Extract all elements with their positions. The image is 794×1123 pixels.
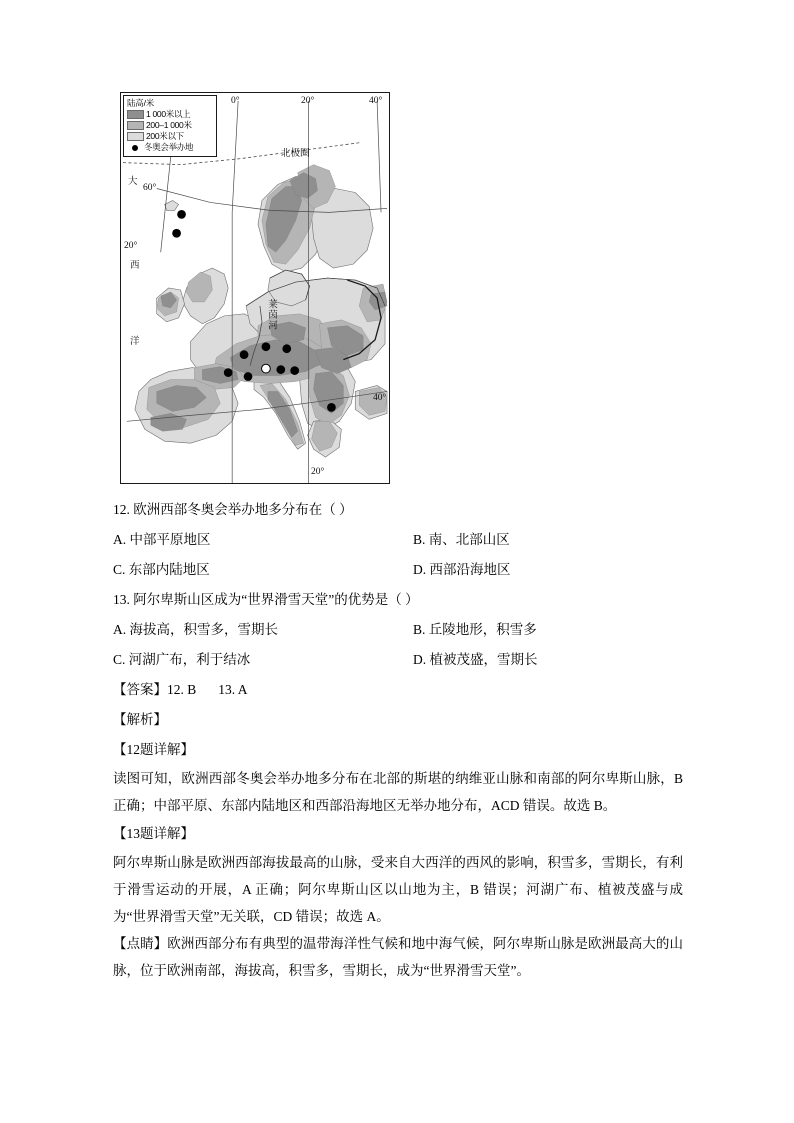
map-label-lon-20e: 20°: [301, 96, 315, 106]
answer-item-12: 12. B: [167, 682, 197, 697]
answer-tag: 【答案】: [113, 682, 167, 697]
question-13-option-c[interactable]: C. 河湖广布，利于结冰: [113, 652, 251, 667]
question-13-option-b[interactable]: B. 丘陵地形，积雪多: [413, 622, 537, 637]
analysis-body-13: 阿尔卑斯山脉是欧洲西部海拔最高的山脉，受来自大西洋的西风的影响，积雪多，雪期长，有利于滑雪运动的开展，A 正确；阿尔卑斯山区以山地为主，B 错误；河湖广布、植被茂盛与成为“世界滑雪天堂”无关联，CD 错误；故选 A。: [113, 855, 683, 924]
question-13-options-row-1: [113, 615, 683, 645]
analysis-heading: 【解析】: [113, 712, 167, 727]
question-12-option-b[interactable]: B. 南、北部山区: [413, 532, 510, 547]
question-13-options-row-2: [113, 645, 683, 675]
answer-line: [113, 675, 683, 705]
legend-label-host-city: 冬奥会举办地: [144, 142, 194, 152]
question-13-option-a[interactable]: A. 海拔高，积雪多，雪期长: [113, 622, 278, 637]
legend-item-elev-low: [127, 131, 213, 142]
question-12-options-row-1: [113, 525, 683, 555]
map-label-ocean-da: 大: [128, 177, 138, 187]
legend-swatch-black-dot-icon: [127, 145, 142, 151]
legend-label-elev-mid: 200–1 000米: [146, 120, 192, 130]
question-12-option-c[interactable]: C. 东部内陆地区: [113, 562, 210, 577]
answer-item-13: 13. A: [218, 682, 248, 697]
legend-title: 陆高/米: [127, 98, 155, 108]
question-12-option-a[interactable]: A. 中部平原地区: [113, 532, 211, 547]
map-label-lat-40n: 40°: [373, 393, 387, 403]
legend-label-elev-low: 200米以下: [146, 131, 184, 141]
legend-swatch-mid-gray: [127, 121, 144, 130]
legend-item-host-city: [127, 142, 213, 153]
question-content: [113, 495, 683, 984]
legend-item-elev-mid: [127, 120, 213, 131]
map-label-lat-60n: 60°: [143, 183, 157, 193]
analysis-body-12: 读图可知，欧洲西部冬奥会举办地多分布在北部的斯堪的纳维亚山脉和南部的阿尔卑斯山脉，B正确；中部平原、东部内陆地区和西部沿海地区无举办地分布，ACD 错误。故选 B。: [113, 771, 683, 813]
map-label-lon-0: 0°: [231, 96, 240, 106]
analysis-subheading-13: 【13题详解】: [113, 826, 194, 841]
map-label-lon-20e-bottom: 20°: [311, 467, 325, 477]
legend-item-elev-high: [127, 109, 213, 120]
legend-swatch-dark-gray: [127, 110, 144, 119]
question-13-option-d[interactable]: D. 植被茂盛，雪期长: [413, 652, 538, 667]
map-label-ocean-yang: 洋: [130, 337, 140, 347]
map-label-lon-40e: 40°: [369, 96, 383, 106]
map-label-rhine-river: 莱茵河: [266, 299, 276, 331]
map-label-arctic-circle: 北极圈: [281, 149, 310, 159]
question-12-stem: 12. 欧洲西部冬奥会举办地多分布在（ ）: [113, 502, 353, 517]
map-label-ocean-xi: 西: [130, 261, 140, 271]
legend-label-elev-high: 1 000米以上: [146, 109, 191, 119]
map-label-lat-20w: 20°: [124, 241, 138, 251]
question-13-stem: 13. 阿尔卑斯山区成为“世界滑雪天堂”的优势是（ ）: [113, 592, 419, 607]
analysis-subheading-12: 【12题详解】: [113, 742, 194, 757]
map-legend: [123, 95, 217, 157]
question-12-option-d[interactable]: D. 西部沿海地区: [413, 562, 511, 577]
map-figure: [120, 92, 390, 484]
map-frame: [120, 92, 390, 484]
legend-swatch-light-gray: [127, 132, 144, 141]
question-12-options-row-2: [113, 555, 683, 585]
analysis-tip: 【点睛】欧洲西部分布有典型的温带海洋性气候和地中海气候，阿尔卑斯山脉是欧洲最高大的山脉，位于欧洲南部，海拔高，积雪多，雪期长，成为“世界滑雪天堂”。: [113, 936, 683, 978]
host-dot-hollow: [262, 364, 271, 373]
